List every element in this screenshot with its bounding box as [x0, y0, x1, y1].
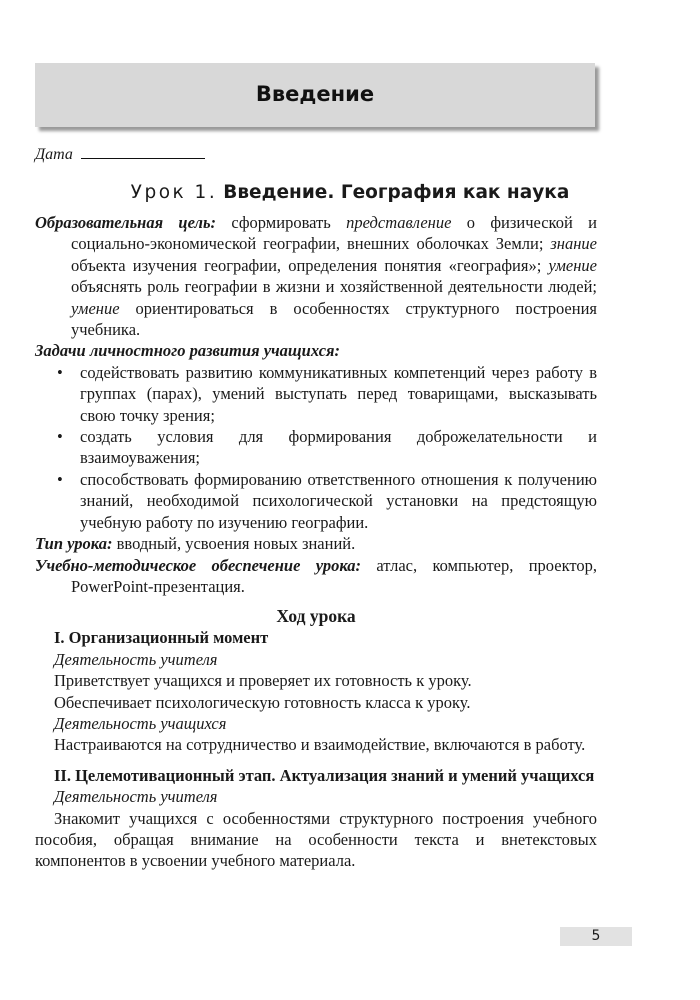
support-value: атлас, компьютер, проектор, PowerPoint-презентация. — [71, 555, 597, 596]
goal-label: Образовательная цель: — [35, 213, 216, 232]
date-blank-line — [81, 144, 205, 159]
list-item — [35, 362, 597, 426]
tasks-label: Задачи личностного развития учащихся: — [35, 341, 341, 361]
bullet-icon: • — [57, 362, 63, 382]
task-text: способствовать формированию ответственного отношения к получению знаний, необходимой психологической установки на предстоящую учебную работу по изучению географии. — [80, 469, 597, 532]
stage-2-teacher-label: Деятельность учителя — [54, 787, 218, 807]
goal-text: ориентироваться в особенностях структурного построения учебника. — [71, 298, 597, 340]
tasks-heading — [35, 340, 597, 361]
goal-text: объяснять роль географии в жизни и хозяйственной деятельности людей; — [71, 277, 597, 297]
bullet-icon: • — [57, 427, 63, 447]
support-label: Учебно-методическое обеспечение урока: — [35, 555, 362, 575]
stage-1-teacher-label: Деятельность учителя — [54, 649, 218, 669]
goal-emphasis: умение — [548, 255, 597, 275]
lesson-type — [35, 533, 597, 554]
stage-1-students-text: Настраиваются на сотрудничество и взаимодействие, включаются в работу. — [54, 735, 586, 755]
date-label: Дата — [35, 146, 73, 163]
lesson-number: Урок 1. — [130, 182, 218, 203]
date-field — [35, 144, 205, 164]
page-number: 5 — [591, 928, 601, 944]
tasks-list — [35, 362, 597, 533]
lesson-type-label: Тип урока: — [35, 534, 113, 554]
bullet-icon: • — [57, 469, 63, 489]
list-item — [35, 426, 597, 469]
goal-emphasis: умение — [71, 298, 120, 318]
stage-1-students-label: Деятельность учащихся — [54, 713, 227, 733]
goal-text: объекта изучения географии, определения понятия «география»; — [71, 255, 549, 275]
goal-emphasis: представление — [346, 213, 452, 232]
lesson-plan-body — [35, 212, 597, 872]
educational-goal — [35, 212, 597, 340]
goal-text: сформировать — [216, 213, 347, 232]
lesson-type-value: вводный, усвоения новых знаний. — [112, 534, 356, 554]
chapter-header — [35, 63, 595, 127]
stage-2-teacher-text: Знакомит учащихся с особенностями структурного построения учебного пособия, обращая внимание на особенности текста и внетекстовых компонентов в усвоении учебного материала. — [35, 808, 597, 871]
chapter-title: Введение — [255, 82, 375, 106]
lesson-title: Введение. География как наука — [223, 182, 570, 203]
progress-title: Ход урока — [276, 606, 356, 627]
lesson-heading — [0, 182, 700, 203]
list-item — [35, 469, 597, 533]
stage-1-teacher-line: Приветствует учащихся и проверяет их готовность к уроку. — [54, 671, 472, 691]
task-text: создать условия для формирования доброжелательности и взаимоуважения; — [80, 427, 597, 468]
page-number-box — [560, 927, 632, 946]
stage-1-teacher-line: Обеспечивает психологическую готовность класса к уроку. — [54, 692, 471, 712]
stage-1-title: I. Организационный момент — [54, 628, 269, 648]
lesson-support — [35, 555, 597, 598]
task-text: содействовать развитию коммуникативных компетенций через работу в группах (парах), умений выступать перед товарищами, высказывать свою точку зрения; — [80, 362, 597, 425]
goal-text: о физической и социально-экономической географии, внешних оболочках Земли; — [71, 213, 597, 254]
goal-emphasis: знание — [550, 234, 597, 254]
stage-2-title: II. Целемотивационный этап. Актуализация знаний и умений учащихся — [54, 765, 595, 785]
